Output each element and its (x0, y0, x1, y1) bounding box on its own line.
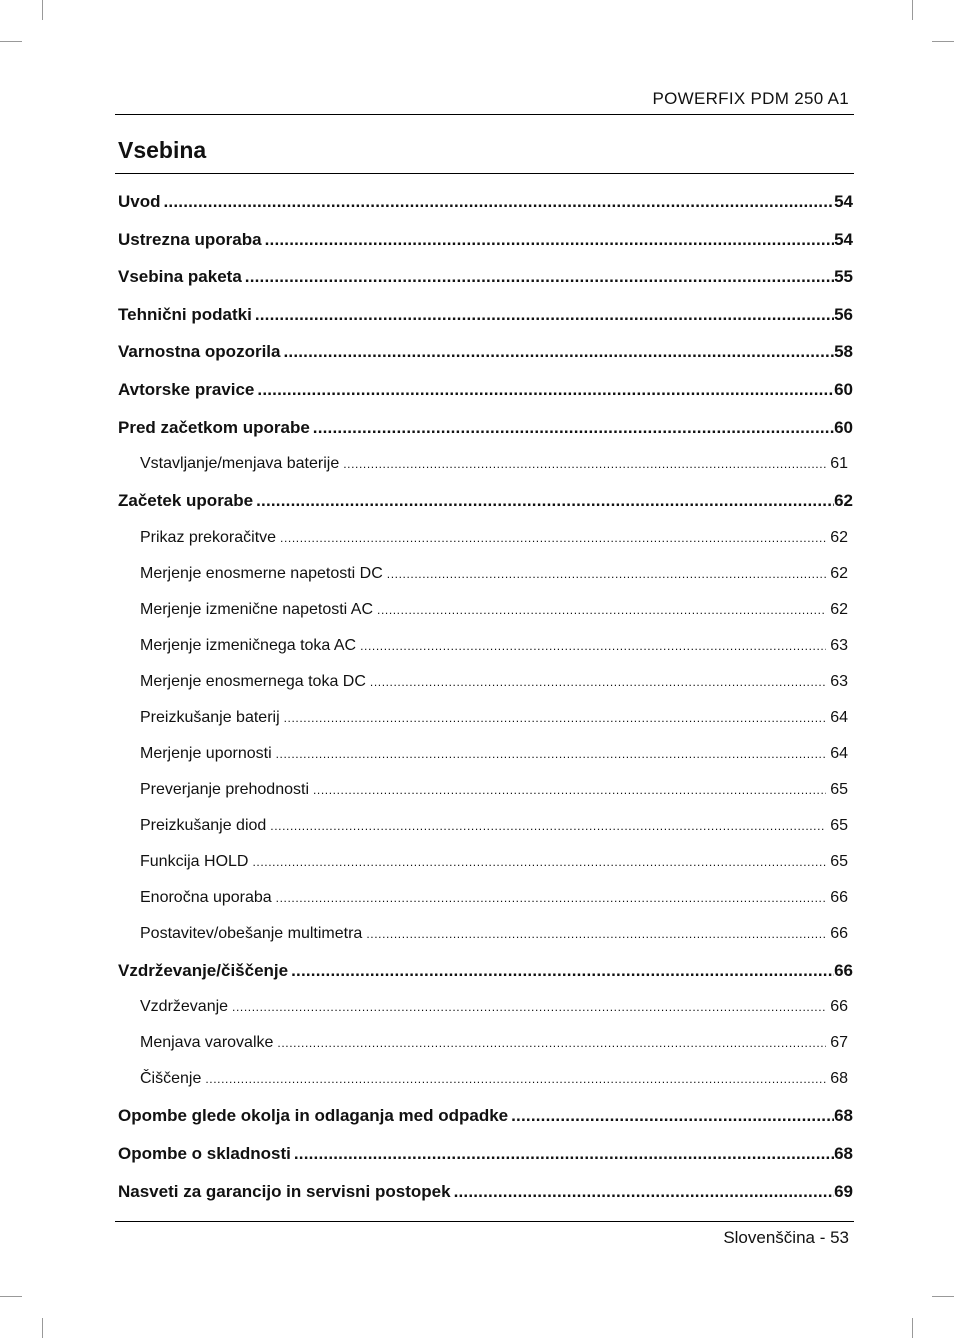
toc-dot-leader (277, 1025, 826, 1061)
toc-heading-rule (115, 173, 854, 174)
toc-entry-chapter[interactable] (115, 1173, 854, 1211)
toc-entry-section[interactable] (115, 700, 854, 736)
toc-dot-leader (511, 1097, 834, 1135)
toc-entry-title: Opombe o skladnosti (118, 1143, 291, 1163)
toc-entry-chapter[interactable] (115, 258, 854, 296)
toc-entry-chapter[interactable] (115, 371, 854, 409)
toc-entry-page-number: 66 (830, 998, 848, 1016)
toc-entry-page-number: 54 (834, 192, 853, 211)
toc-entry-page-number: 56 (834, 304, 853, 324)
toc-dot-leader (387, 556, 826, 592)
toc-entry-section[interactable] (115, 1025, 854, 1061)
toc-entry-section[interactable] (115, 916, 854, 952)
toc-entry-chapter[interactable] (115, 333, 854, 371)
toc-entry-section[interactable] (115, 844, 854, 880)
toc-entry-page-number: 62 (830, 600, 848, 618)
toc-dot-leader (257, 371, 834, 409)
toc-entry-title: Merjenje izmeničnega toka AC (140, 636, 357, 654)
toc-entry-section[interactable] (115, 520, 854, 556)
toc-dot-leader (366, 916, 826, 952)
toc-dot-leader (313, 772, 826, 808)
toc-entry-title: Začetek uporabe (118, 491, 254, 511)
toc-dot-leader (294, 1135, 834, 1173)
toc-entry-section[interactable] (115, 664, 854, 700)
header-rule (115, 114, 854, 115)
toc-entry-page-number: 66 (830, 888, 848, 906)
toc-entry-page-number: 68 (830, 1070, 848, 1088)
toc-entry-section[interactable] (115, 592, 854, 628)
toc-entry-title: Funkcija HOLD (140, 852, 249, 870)
toc-entry-title: Enoročna uporaba (140, 888, 272, 906)
crop-mark-left-bottom (0, 1296, 22, 1297)
toc-entry-chapter[interactable] (115, 183, 854, 221)
toc-dot-leader (370, 664, 826, 700)
toc-entry-page-number: 62 (830, 528, 848, 546)
toc-entry-title: Tehnični podatki (118, 304, 252, 324)
toc-dot-leader (276, 880, 827, 916)
toc-dot-leader (343, 446, 826, 482)
toc-entry-chapter[interactable] (115, 1135, 854, 1173)
toc-dot-leader (270, 808, 826, 844)
toc-dot-leader (255, 296, 834, 334)
toc-entry-title: Opombe glede okolja in odlaganja med odpadke (118, 1106, 509, 1126)
toc-entry-title: Ustrezna uporaba (118, 229, 262, 249)
toc-entry-chapter[interactable] (115, 409, 854, 447)
toc-entry-page-number: 65 (830, 852, 848, 870)
crop-mark-left-top (0, 41, 22, 42)
toc-entry-title: Čiščenje (140, 1070, 202, 1088)
toc-entry-title: Postavitev/obešanje multimetra (140, 924, 363, 942)
toc-entry-page-number: 65 (830, 780, 848, 798)
crop-mark-top-left (42, 0, 43, 20)
toc-entry-title: Preizkušanje baterij (140, 708, 280, 726)
toc-entry-chapter[interactable] (115, 296, 854, 334)
toc-entry-title: Uvod (118, 192, 161, 211)
toc-entry-section[interactable] (115, 808, 854, 844)
toc-entry-page-number: 55 (834, 267, 853, 287)
toc-dot-leader (256, 482, 834, 520)
table-of-contents (115, 183, 854, 1210)
toc-entry-section[interactable] (115, 736, 854, 772)
toc-dot-leader (313, 409, 834, 447)
page-footer: Slovenščina - 53 (723, 1228, 849, 1247)
toc-dot-leader (360, 628, 826, 664)
toc-entry-section[interactable] (115, 1061, 854, 1097)
footer-rule (115, 1221, 854, 1222)
toc-entry-title: Pred začetkom uporabe (118, 417, 310, 437)
toc-dot-leader (276, 736, 827, 772)
toc-dot-leader (377, 592, 826, 628)
toc-entry-page-number: 69 (834, 1181, 853, 1201)
toc-entry-title: Preverjanje prehodnosti (140, 780, 309, 798)
toc-dot-leader (291, 952, 834, 990)
page-header-title: POWERFIX PDM 250 A1 (652, 89, 849, 108)
toc-entry-section[interactable] (115, 880, 854, 916)
toc-entry-page-number: 60 (834, 379, 853, 399)
toc-entry-page-number: 64 (830, 708, 848, 726)
toc-entry-title: Prikaz prekoračitve (140, 528, 277, 546)
toc-entry-chapter[interactable] (115, 221, 854, 259)
toc-entry-page-number: 68 (834, 1106, 853, 1126)
toc-entry-title: Vzdrževanje/čiščenje (118, 960, 289, 980)
toc-entry-title: Vzdrževanje (140, 998, 229, 1016)
toc-entry-page-number: 67 (830, 1034, 848, 1052)
toc-entry-page-number: 66 (830, 924, 848, 942)
toc-dot-leader (454, 1173, 835, 1211)
toc-entry-page-number: 63 (830, 672, 848, 690)
toc-entry-page-number: 62 (830, 564, 848, 582)
toc-entry-title: Vstavljanje/menjava baterije (140, 455, 340, 473)
toc-entry-title: Nasveti za garancijo in servisni postopek (118, 1181, 451, 1201)
toc-entry-page-number: 64 (830, 744, 848, 762)
toc-entry-page-number: 54 (834, 229, 853, 249)
toc-entry-title: Varnostna opozorila (118, 342, 281, 362)
toc-entry-section[interactable] (115, 628, 854, 664)
crop-mark-top-right (912, 0, 913, 20)
crop-mark-bottom-right (912, 1318, 913, 1338)
toc-entry-page-number: 58 (834, 342, 853, 362)
toc-entry-chapter[interactable] (115, 952, 854, 990)
toc-entry-title: Preizkušanje diod (140, 816, 267, 834)
toc-entry-section[interactable] (115, 772, 854, 808)
toc-heading: Vsebina (118, 137, 207, 163)
document-page (115, 0, 854, 1338)
toc-entry-chapter[interactable] (115, 1097, 854, 1135)
toc-dot-leader (284, 700, 827, 736)
toc-entry-page-number: 60 (834, 417, 853, 437)
toc-entry-title: Merjenje izmenične napetosti AC (140, 600, 374, 618)
toc-dot-leader (164, 183, 835, 221)
toc-entry-page-number: 65 (830, 816, 848, 834)
crop-mark-right-bottom (932, 1296, 954, 1297)
toc-entry-chapter[interactable] (115, 482, 854, 520)
toc-dot-leader (283, 333, 834, 371)
toc-entry-page-number: 61 (830, 455, 848, 473)
toc-entry-section[interactable] (115, 989, 854, 1025)
toc-entry-title: Merjenje enosmerne napetosti DC (140, 564, 383, 582)
toc-entry-title: Menjava varovalke (140, 1034, 274, 1052)
toc-entry-title: Merjenje enosmernega toka DC (140, 672, 366, 690)
toc-entry-section[interactable] (115, 446, 854, 482)
toc-entry-page-number: 62 (834, 491, 853, 511)
toc-entry-title: Merjenje upornosti (140, 744, 272, 762)
crop-mark-right-top (932, 41, 954, 42)
crop-mark-bottom-left (42, 1318, 43, 1338)
toc-entry-section[interactable] (115, 556, 854, 592)
toc-dot-leader (265, 221, 834, 259)
toc-dot-leader (232, 989, 826, 1025)
toc-dot-leader (280, 520, 826, 556)
toc-dot-leader (252, 844, 826, 880)
toc-dot-leader (245, 258, 834, 296)
toc-entry-title: Vsebina paketa (118, 267, 242, 287)
toc-dot-leader (205, 1061, 826, 1097)
toc-entry-page-number: 68 (834, 1143, 853, 1163)
toc-entry-title: Avtorske pravice (118, 379, 255, 399)
toc-entry-page-number: 66 (834, 960, 853, 980)
toc-entry-page-number: 63 (830, 636, 848, 654)
